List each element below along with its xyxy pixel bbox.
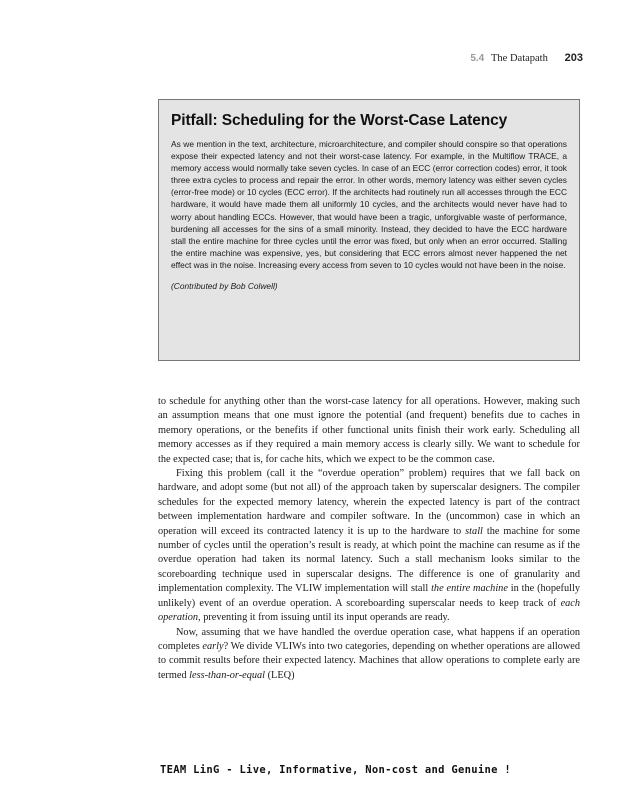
pitfall-credit: (Contributed by Bob Colwell) <box>171 281 278 292</box>
paragraph-3-emphasis-early: early <box>202 640 224 652</box>
pitfall-title: Pitfall: Scheduling for the Worst-Case Latency <box>171 112 508 129</box>
main-body-text <box>158 395 580 683</box>
paragraph-3 <box>158 626 580 684</box>
paragraph-2-emphasis-entire-machine: the entire machine <box>431 583 508 595</box>
footer-banner: TEAM LinG - Live, Informative, Non-cost and Genuine ! <box>160 764 511 776</box>
paragraph-3-text-b: ? We divide VLIWs into two categories, depending on whether operations are allowed to commit results before their expected latency. Machines that allow operations to complete early are termed <box>158 640 580 681</box>
paragraph-3-text-c: (LEQ) <box>265 669 295 681</box>
paragraph-2-text-d: , preventing it from issuing until its input operands are ready. <box>198 612 450 624</box>
pitfall-body: As we mention in the text, architecture, microarchitecture, and compiler should conspire so that operations expose their expected latency and not their worst-case latency. For example, in the Multiflow TRACE, a memory access would normally take seven cycles. In case of an ECC (error correction codes) error, it took three extra cycles to process and repair the error. In other words, memory latency was either seven cycles (error-free mode) or 10 cycles (ECC error). If the architects had routinely run all accesses through the ECC hardware, it would have made them all uniformly 10 cycles, and the architects would never have had to worry about handling ECCs. However, that would have been a tragic, unforgivable waste of performance, burdening all accesses for the sins of a small minority. Instead, they decided to have the ECC hardware stall the entire machine for three cycles until the error was fixed, but only when an error occurred. Stalling the entire machine was expensive, yes, but considering that ECC errors almost never happened the net effect was in the noise. Increasing every access from seven to 10 cycles would not have been in the noise. <box>171 139 567 270</box>
section-title: The Datapath <box>491 53 548 64</box>
paragraph-2-emphasis-each-operation: each operation <box>158 597 580 624</box>
page-number: 203 <box>564 52 583 64</box>
running-head <box>300 52 583 64</box>
paragraph-3-text-a: Now, assuming that we have handled the overdue operation case, what happens if an operation completes <box>158 626 580 652</box>
paragraph-2-text-a: Fixing this problem (call it the “overdue operation” problem) requires that we fall back on hardware, and adopt some (but not all) of the approach taken by superscalar designers. The compiler schedules for the expected memory latency, wherein the expected latency is part of the contract between implementation hardware and compiler software. In the (uncommon) case in which an operation will exceed its contracted latency it is up to the hardware to <box>158 468 580 537</box>
paragraph-1: to schedule for anything other than the worst-case latency for all operations. However, making such an assumption means that one must ignore the potential (and frequent) benefits due to caches in memory operations, or the benefits if other functional units finish their work early. Scheduling all memory accesses as if they required a main memory access is clearly silly. We want to schedule for the expected case; that is, for cache hits, which we expect to be the common case. <box>158 396 580 465</box>
paragraph-2-text-b: the machine for some number of cycles until the operation’s result is ready, at which point the machine can resume as if the overdue operation had taken its normal latency. Such a stall mechanism looks similar to the scoreboarding technique used in superscalar designs. The difference is one of granularity and implementation complexity. The VLIW implementation will stall <box>158 525 580 595</box>
paragraph-3-emphasis-leq: less-than-or-equal <box>189 669 266 681</box>
paragraph-2 <box>158 467 580 625</box>
section-number: 5.4 <box>470 53 485 64</box>
paragraph-2-emphasis-stall: stall <box>465 525 483 537</box>
pitfall-sidebar-box <box>158 99 580 361</box>
paragraph-2-text-c: in the (hopefully unlikely) event of an overdue operation. A scoreboarding superscalar needs to keep track of <box>158 583 580 609</box>
